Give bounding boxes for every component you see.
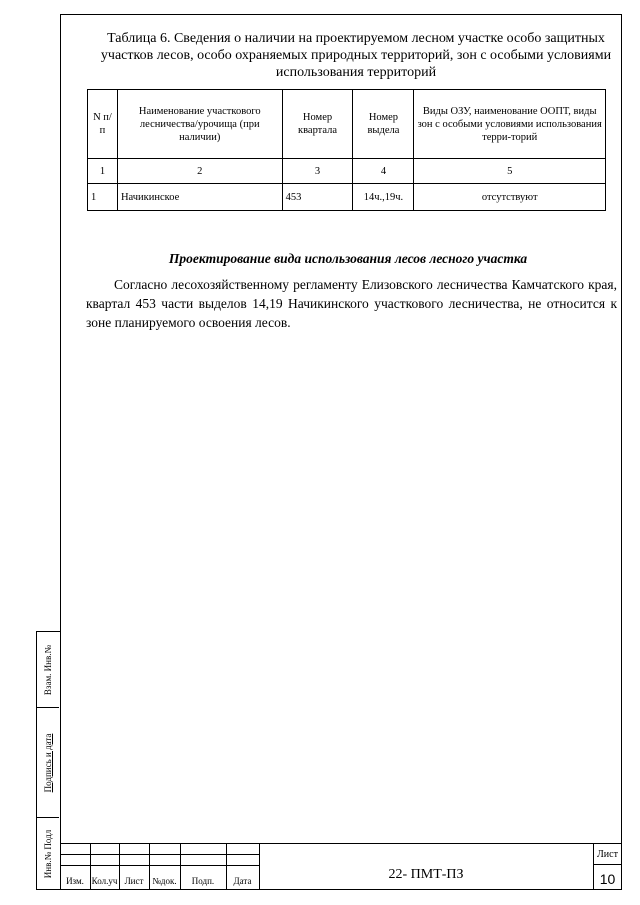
title-block-label-change: Изм. [66, 876, 84, 886]
table-cell: 1 [88, 184, 118, 211]
header-cell: Номер квартала [282, 90, 353, 159]
section-heading: Проектирование вида использования лесов лесного участка [168, 251, 528, 266]
side-stamp [36, 631, 60, 890]
table-column-numbers-row [88, 159, 606, 184]
document-code: 22- ПМТ-ПЗ [388, 867, 464, 882]
title-block-label-signature: Подп. [191, 876, 215, 886]
title-block [60, 843, 622, 890]
table-cell: отсутствуют [414, 184, 606, 211]
table-caption: Таблица 6. Сведения о наличии на проектируемом лесном участке особо защитных участков лесов, особо охраняемых природных территорий, зон с особыми условиями использования территорий [100, 31, 612, 80]
title-block-label-date: Дата [233, 876, 252, 886]
table-header-row [88, 90, 606, 159]
column-number-cell: 5 [414, 159, 606, 184]
header-cell: Наименование участкового лесничества/урочища (при наличии) [117, 90, 282, 159]
header-cell: N п/п [88, 90, 118, 159]
header-cell: Номер выдела [353, 90, 414, 159]
header-cell: Виды ОЗУ, наименование ООПТ, виды зон с особыми условиями использования терри-торий [414, 90, 606, 159]
side-stamp-signature [37, 708, 59, 818]
side-stamp-inventory [37, 818, 59, 889]
sheet-number: 10 [599, 871, 616, 887]
protected-areas-table [87, 89, 606, 211]
column-number-cell: 1 [88, 159, 118, 184]
title-block-label-quantity: Кол.уч [91, 876, 118, 886]
side-stamp-inventory-label: Инв.№ Подл [43, 829, 53, 878]
column-number-cell: 4 [353, 159, 414, 184]
table-cell: 14ч.,19ч. [353, 184, 414, 211]
body-paragraph: Согласно лесохозяйственному регламенту Елизовского лесничества Камчатского края, квартал 453 части выделов 14,19 Начикинского участкового лесничества, не относится к зоне планируемого освоения лесов. [86, 277, 617, 330]
side-stamp-replacement [37, 632, 59, 708]
column-number-cell: 3 [282, 159, 353, 184]
column-number-cell: 2 [117, 159, 282, 184]
table-row [88, 184, 606, 211]
side-stamp-replacement-label: Взам. Инв.№ [43, 644, 53, 695]
title-block-label-doc-number: №док. [152, 876, 177, 886]
table-cell: Начикинское [117, 184, 282, 211]
title-block-label-sheet: Лист [124, 876, 144, 886]
table-cell: 453 [282, 184, 353, 211]
sheet-label: Лист [597, 849, 618, 860]
side-stamp-signature-label: Подпись и дата [43, 733, 53, 792]
